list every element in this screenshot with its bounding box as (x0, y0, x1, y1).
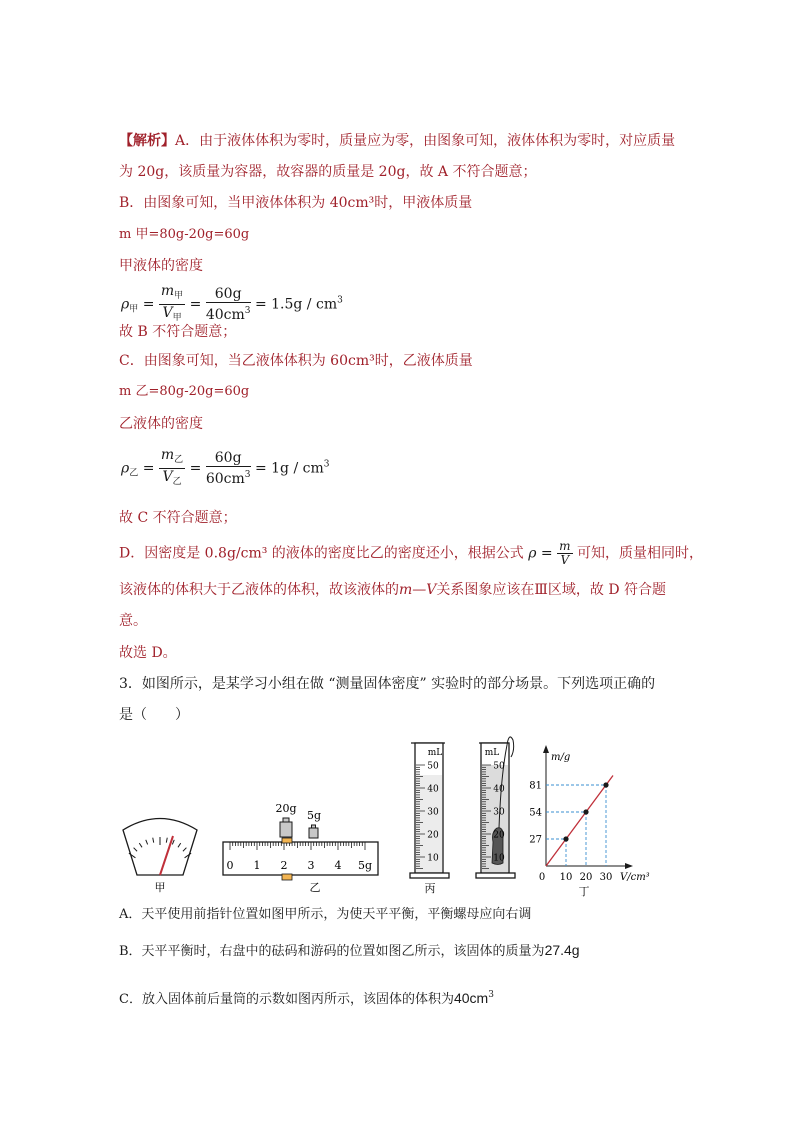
formula-b-frac1 (159, 283, 185, 326)
analysis-b-line1: B．由图象可知，当甲液体体积为 40cm³时，甲液体质量 (119, 195, 473, 211)
scale-number: 2 (280, 859, 288, 872)
graph-y-arrow (543, 745, 549, 753)
analysis-d-line1 (119, 540, 703, 567)
mv-graph (529, 745, 649, 898)
graph-ytick-label: 54 (529, 807, 542, 819)
formula-d-den: V (560, 553, 570, 567)
formula-b-result-sup: 3 (337, 295, 343, 306)
scale-beam (223, 842, 378, 875)
question3-stem-line2: 是（ ） (119, 707, 189, 723)
cylinder-label: 30 (427, 807, 439, 818)
formula-d-num: m (559, 539, 571, 553)
formula-b-m: m (160, 283, 175, 299)
cylinder-label: 10 (493, 853, 505, 864)
cylinder-after (476, 737, 515, 878)
analysis-b-density-label: 甲液体的密度 (119, 258, 203, 274)
option-a: A．天平使用前指针位置如图甲所示，为使天平平衡，平衡螺母应向右调 (119, 907, 532, 922)
formula-b-num2: 60g (206, 286, 251, 303)
analysis-d-line3: 意。 (119, 613, 147, 629)
graph-origin: 0 (538, 872, 546, 883)
scale-number: 5g (357, 859, 373, 872)
question3-stem-line1: 3．如图所示，是某学习小组在做 “测量固体密度” 实验时的部分场景。下列选项正确的 (119, 676, 656, 692)
cylinder-label: 10 (427, 853, 439, 864)
formula-c: $\rho_乙$ = $\frac{m_乙}{V_乙}$ = $\frac{60g}{60cm^3}$ = $1g / cm^3$ (121, 447, 329, 490)
formula-c-rho-sub: 乙 (129, 468, 139, 479)
label-jia: 甲 (154, 881, 166, 894)
cylinder-label: 30 (493, 807, 505, 818)
graph-ytick-label: 27 (529, 834, 542, 846)
analysis-a-line2: 为 20g，该质量为容器，故容器的质量是 20g，故 A 不符合题意； (119, 164, 537, 180)
graph-xtick-label: 30 (599, 872, 613, 883)
graph-ytick-label: 81 (529, 780, 542, 792)
option-c-value: 40cm (453, 990, 489, 1006)
analysis-d-pre: D．因密度是 0.8g/cm³ 的液体的密度比乙的密度还小，根据公式 (119, 545, 524, 562)
graph-point (563, 836, 568, 841)
scale-number: 4 (334, 859, 342, 872)
label-yi: 乙 (309, 881, 321, 894)
weight-5g (309, 828, 318, 838)
analysis-c-density-label: 乙液体的密度 (119, 416, 203, 432)
formula-c-frac1 (159, 447, 185, 490)
formula-c-frac2 (206, 450, 251, 487)
formula-b-v: V (162, 305, 173, 321)
formula-b-den2-sup: 3 (244, 306, 251, 316)
graph-point (603, 782, 608, 787)
option-b-value: 27.4g (544, 942, 580, 958)
option-c-text: C．放入固体前后量筒的示数如图丙所示，该固体的体积为 (119, 992, 454, 1007)
analysis-c-mass: m 乙=80g-20g=60g (119, 384, 250, 399)
graph-xtick-label: 10 (559, 872, 573, 883)
cylinder-label: 40 (427, 784, 439, 795)
cylinder-label: 40 (493, 784, 505, 795)
formula-c-den2: 60cm (205, 471, 245, 487)
balance-dial (123, 819, 197, 895)
formula-b-frac2 (206, 286, 251, 323)
analysis-d-post: 可知，质量相同时， (576, 545, 703, 562)
formula-d-lhs: ρ = (528, 545, 553, 562)
cylinder-label: 20 (427, 830, 439, 841)
analysis-d-line2-post: 关系图象应该在Ⅲ区域，故 D 符合题 (436, 582, 667, 598)
rider-top (282, 838, 292, 843)
analysis-d-line2 (119, 580, 666, 600)
analysis-c-conclusion: 故 C 不符合题意； (119, 510, 237, 526)
graph-x-arrow (625, 863, 633, 869)
formula-b-den2: 40cm (205, 307, 245, 323)
scale-number: 1 (253, 859, 261, 872)
formula-b: $\rho_甲$ = $\frac{m_甲}{V_甲}$ = $\frac{60g}{40cm^3}$ = $1.5g / cm^3$ (121, 283, 343, 326)
scale-number: 3 (307, 859, 315, 872)
formula-b-rho-sub: 甲 (129, 304, 139, 315)
cylinder-label: 50 (427, 761, 439, 772)
formula-c-v: V (162, 469, 173, 485)
graph-series-line (546, 776, 613, 866)
formula-c-rho: ρ (121, 460, 130, 477)
option-b-text: B．天平平衡时，右盘中的砝码和游码的位置如图乙所示，该固体的质量为 (119, 944, 545, 959)
analysis-b-mass: m 甲=80g-20g=60g (119, 227, 250, 242)
formula-c-m-sub: 乙 (174, 455, 184, 465)
analysis-d-mv: m—V (399, 582, 437, 598)
formula-c-result: = 1g / cm (254, 460, 324, 477)
analysis-answer: 故选 D。 (119, 645, 177, 661)
weight-20g-knob (283, 818, 289, 822)
formula-b-result: = 1.5g / cm (254, 296, 338, 313)
graph-xtick-label: 20 (579, 872, 593, 883)
option-c-sup: 3 (488, 990, 494, 1000)
graph-xlabel: V/cm³ (620, 872, 650, 883)
option-b (119, 940, 580, 962)
formula-b-v-sub: 甲 (172, 313, 182, 323)
analysis-a-line1 (119, 131, 675, 151)
label-ding: 丁 (578, 885, 590, 898)
rider-bottom (282, 874, 292, 880)
label-bing: 丙 (424, 882, 436, 895)
cylinder-before (410, 743, 449, 895)
graph-point (583, 809, 588, 814)
analysis-tag: 【解析】 (119, 133, 175, 149)
formula-c-num2: 60g (206, 450, 251, 467)
analysis-c-line1: C．由图象可知，当乙液体体积为 60cm³时，乙液体质量 (119, 353, 473, 369)
weight-20g-label: 20g (275, 802, 297, 815)
cylinder-label: 20 (493, 830, 505, 841)
weight-20g (280, 822, 292, 837)
analysis-b-conclusion: 故 B 不符合题意； (119, 324, 237, 340)
cylinder2-unit: mL (484, 748, 500, 758)
cylinder-label: 50 (493, 761, 505, 772)
option-c (119, 985, 494, 1010)
formula-b-m-sub: 甲 (174, 291, 184, 301)
formula-c-den2-sup: 3 (244, 470, 251, 480)
cylinder1-unit: mL (427, 748, 443, 758)
weight-5g-knob (312, 825, 316, 828)
formula-c-v-sub: 乙 (172, 477, 182, 487)
weight-5g-label: 5g (306, 809, 322, 822)
analysis-d-line2-pre: 该液体的体积大于乙液体的体积，故该液体的 (119, 582, 399, 598)
formula-c-m: m (160, 447, 175, 463)
formula-b-rho: ρ (121, 296, 130, 313)
formula-d-frac (557, 540, 572, 567)
analysis-a-text: A．由于液体体积为零时，质量应为零，由图象可知，液体体积为零时，对应质量 (175, 133, 676, 149)
question3-figure (115, 735, 655, 900)
beam-scale (223, 802, 378, 894)
graph-ylabel: m/g (551, 752, 571, 763)
formula-c-result-sup: 3 (323, 459, 330, 470)
scale-number: 0 (226, 859, 234, 872)
